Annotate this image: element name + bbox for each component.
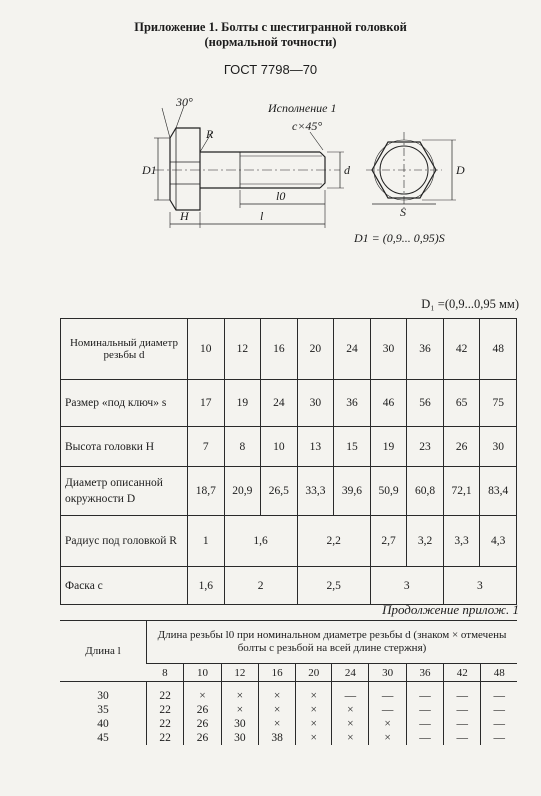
head-height-label: Высота головки H	[61, 427, 188, 467]
table-cell: —	[444, 689, 481, 703]
table-cell: —	[481, 731, 517, 745]
table-cell: ×	[184, 689, 221, 703]
thread-length-header: Длина резьбы l0 при номинальном диаметре резьбы d (знаком × отмечены болты с резьбой на всей длине стержня)	[147, 621, 518, 664]
thread-length-table	[60, 620, 517, 745]
table-row	[60, 689, 517, 703]
table-cell: 33,3	[297, 467, 334, 516]
table-cell: 26	[184, 717, 221, 731]
table-cell: 3	[370, 567, 443, 605]
table-cell: 36	[334, 380, 371, 427]
table-cell: —	[481, 703, 517, 717]
table-cell: 38	[258, 731, 295, 745]
l-label: l	[260, 209, 264, 223]
circumscribed-diameter-label: Диаметр описанной окружности D	[61, 467, 188, 516]
table-cell: —	[332, 689, 369, 703]
diameter-cell: 30	[370, 319, 407, 380]
table-cell: —	[406, 731, 443, 745]
d1-note: D₁ =(0,9...0,95 мм)	[421, 297, 519, 311]
table-cell: 56	[407, 380, 444, 427]
table-cell: 75	[480, 380, 517, 427]
d1-label: D1	[142, 163, 157, 177]
table-cell: ×	[296, 689, 332, 703]
table-cell: ×	[332, 717, 369, 731]
diameter-cell: 16	[261, 319, 298, 380]
table-cell: 22	[147, 717, 184, 731]
wrench-size-label: Размер «под ключ» s	[61, 380, 188, 427]
table-cell: 10	[261, 427, 298, 467]
table-cell: 22	[147, 689, 184, 703]
table-cell: 17	[188, 380, 225, 427]
diameter-cell: 36	[407, 319, 444, 380]
table-cell: 1	[188, 516, 225, 567]
table-cell: 83,4	[480, 467, 517, 516]
radius-label: R	[206, 127, 214, 141]
table-cell: 30	[480, 427, 517, 467]
radius-row-label: Радиус под головкой R	[61, 516, 188, 567]
table-cell: 8	[224, 427, 261, 467]
table-cell: 3,3	[443, 516, 480, 567]
table-row	[60, 731, 517, 745]
table-cell: ×	[369, 717, 406, 731]
table-cell: 39,6	[334, 467, 371, 516]
table-cell: 1,6	[188, 567, 225, 605]
table-cell: —	[481, 689, 517, 703]
table-cell: 13	[297, 427, 334, 467]
table-cell: 60,8	[407, 467, 444, 516]
table-cell: 15	[334, 427, 371, 467]
table-cell: —	[406, 703, 443, 717]
table-cell: 26,5	[261, 467, 298, 516]
table-cell: 1,6	[224, 516, 297, 567]
table-cell: 4,3	[480, 516, 517, 567]
table-cell: 30	[221, 731, 258, 745]
chamfer-row-label: Фаска c	[61, 567, 188, 605]
table-cell: 30	[221, 717, 258, 731]
table-cell: ×	[258, 703, 295, 717]
nominal-diameter-header: Номинальный диаметр резьбы d	[61, 319, 188, 380]
angle-label: 30°	[176, 95, 193, 109]
table-cell: —	[406, 717, 443, 731]
table-cell: 26	[184, 731, 221, 745]
length-cell: 40	[97, 718, 109, 730]
diameter-cell: 24	[332, 664, 369, 682]
bolt-drawing	[140, 92, 470, 252]
table-row	[60, 717, 517, 731]
table-cell: 72,1	[443, 467, 480, 516]
table-cell: 19	[224, 380, 261, 427]
table-cell: —	[481, 717, 517, 731]
bolt-dimensions-table	[60, 318, 517, 605]
length-cell: 30	[97, 690, 109, 702]
table-cell: ×	[296, 703, 332, 717]
table-cell: ×	[221, 689, 258, 703]
diameter-cell: 30	[369, 664, 406, 682]
diameter-cell: 12	[224, 319, 261, 380]
table-cell: 26	[184, 703, 221, 717]
table-cell: 20,9	[224, 467, 261, 516]
table-cell: ×	[332, 731, 369, 745]
continuation-note: Продолжение прилож. 1	[382, 602, 519, 617]
length-column-header: Длина l	[60, 621, 147, 682]
gost-standard: ГОСТ 7798—70	[223, 62, 318, 77]
table-cell: ×	[296, 731, 332, 745]
table-cell: ×	[258, 717, 295, 731]
diameter-cell: 16	[258, 664, 295, 682]
diameter-cell: 42	[444, 664, 481, 682]
table-cell: 22	[147, 703, 184, 717]
table-cell: —	[406, 689, 443, 703]
chamfer-label: c×45°	[292, 119, 323, 133]
length-cell: 35	[97, 704, 109, 716]
table-cell: 30	[297, 380, 334, 427]
diameter-cell: 48	[481, 664, 517, 682]
diameter-cell: 20	[297, 319, 334, 380]
table-cell: 2	[224, 567, 297, 605]
length-cell: 45	[97, 732, 109, 744]
table-cell: —	[444, 717, 481, 731]
table-cell: 18,7	[188, 467, 225, 516]
table-row	[60, 703, 517, 717]
diameter-cell: 10	[184, 664, 221, 682]
table-cell: —	[444, 731, 481, 745]
table-cell: —	[369, 689, 406, 703]
table-cell: 2,2	[297, 516, 370, 567]
appendix-subtitle: (нормальной точности)	[204, 35, 337, 49]
big-d-label: D	[456, 163, 465, 177]
diameter-cell: 36	[406, 664, 443, 682]
table-cell: 26	[443, 427, 480, 467]
table-cell: 24	[261, 380, 298, 427]
diameter-cell: 20	[296, 664, 332, 682]
h-label: H	[180, 209, 189, 223]
table-cell: ×	[332, 703, 369, 717]
diameter-cell: 24	[334, 319, 371, 380]
diameter-cell: 10	[188, 319, 225, 380]
table-cell: ×	[221, 703, 258, 717]
table-cell: 22	[147, 731, 184, 745]
table-cell: 50,9	[370, 467, 407, 516]
table-cell: ×	[296, 717, 332, 731]
diameter-cell: 12	[221, 664, 258, 682]
table-cell: 65	[443, 380, 480, 427]
table-cell: 19	[370, 427, 407, 467]
d-label: d	[344, 163, 350, 177]
diameter-cell: 42	[443, 319, 480, 380]
table-cell: 3,2	[407, 516, 444, 567]
appendix-title: Приложение 1. Болты с шестигранной головкой	[134, 20, 407, 34]
table-cell: ×	[369, 731, 406, 745]
table-cell: —	[369, 703, 406, 717]
table-cell: 7	[188, 427, 225, 467]
l0-label: l0	[276, 189, 286, 203]
table-cell: 2,5	[297, 567, 370, 605]
table-cell: 2,7	[370, 516, 407, 567]
table-cell: ×	[258, 689, 295, 703]
table-cell: 46	[370, 380, 407, 427]
table-cell: —	[444, 703, 481, 717]
variant-label: Исполнение 1	[268, 101, 337, 115]
diameter-cell: 48	[480, 319, 517, 380]
table-cell: 23	[407, 427, 444, 467]
table-cell: 3	[443, 567, 516, 605]
s-label: S	[400, 205, 406, 219]
d1-formula: D1 = (0,9... 0,95)S	[354, 231, 445, 245]
diameter-cell: 8	[147, 664, 184, 682]
